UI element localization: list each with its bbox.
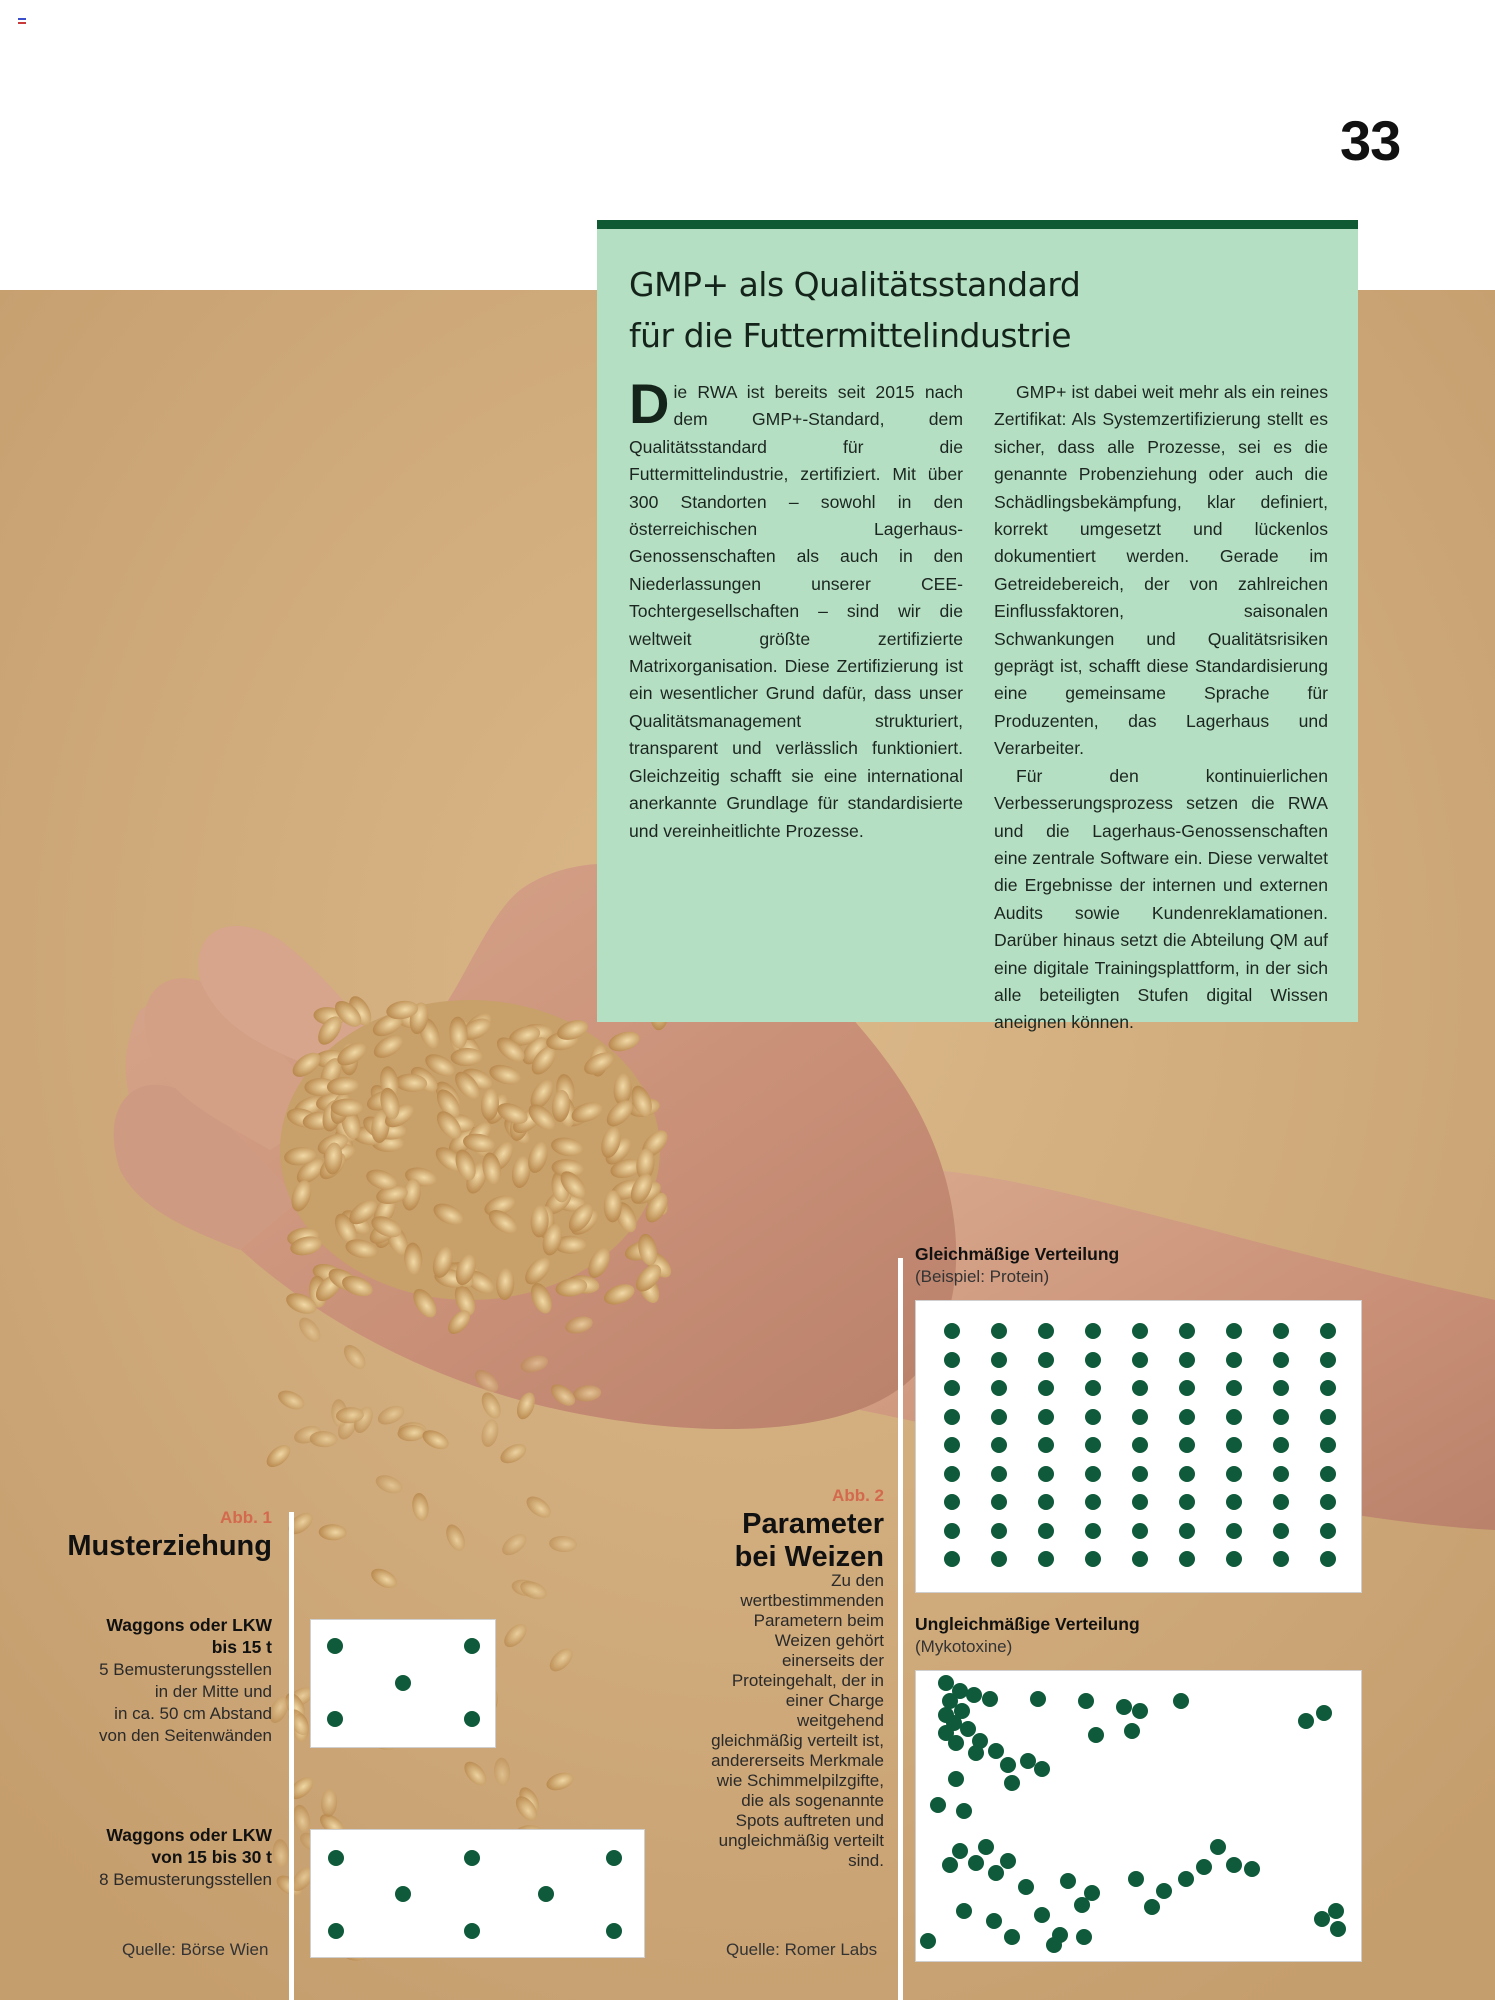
col1-text: ie RWA ist bereits seit 2015 nach dem GMP+-Standard, dem Qualitätsstandard für die Futtermittelindustrie, zertifiziert. Mit über 300 Standorten – sowohl in den österreichischen Lagerhaus-Genossenschaften als auch in den Niederlassungen unserer CEE-Tochtergesellschaften – sind wir die weltweit größte zertifizierte Matrixorganisation. Diese Zertifizierung ist ein wesentlicher Grund dafür, dass unser Qualitätsmanagement strukturiert, transparent und verlässlich funktioniert. Gleichzeitig schafft sie eine international anerkannte Grundlage für standardisierte und vereinheitlichte Prozesse. [629, 382, 963, 841]
distribution-point [1273, 1494, 1289, 1510]
abb2-desc-line: die als sogenannte [741, 1791, 884, 1810]
abb2-label: Abb. 2 [832, 1486, 884, 1505]
distribution-point [1330, 1921, 1346, 1937]
abb2-desc-line: Spots auftreten und [735, 1811, 884, 1830]
abb1-label: Abb. 1 [220, 1508, 272, 1527]
distribution-point [1298, 1713, 1314, 1729]
abb2-source: Quelle: Romer Labs [726, 1940, 878, 1959]
info-column-2 [994, 379, 1328, 1037]
distribution-point [1085, 1466, 1101, 1482]
distribution-point [1273, 1323, 1289, 1339]
distribution-point [1320, 1551, 1336, 1567]
distribution-point [991, 1466, 1007, 1482]
case1-title [40, 1614, 272, 1658]
sample-point [327, 1638, 343, 1654]
abb2-desc-line: gleichmäßig verteilt ist, [711, 1731, 884, 1750]
distribution-point [944, 1352, 960, 1368]
distribution-point [1085, 1380, 1101, 1396]
abb2-desc-line: andererseits Merkmale [711, 1751, 884, 1770]
distribution-point [1226, 1857, 1242, 1873]
abb2-description [650, 1571, 884, 1871]
case2-title-line2: von 15 bis 30 t [151, 1847, 272, 1867]
distribution-point [1320, 1437, 1336, 1453]
distribution-point [1124, 1723, 1140, 1739]
abb1-divider [289, 1512, 294, 2000]
abb2-desc-line: Parametern beim [753, 1611, 884, 1630]
distribution-point [1320, 1523, 1336, 1539]
distribution-point [1244, 1861, 1260, 1877]
distribution-point [1320, 1323, 1336, 1339]
distribution-point [1085, 1437, 1101, 1453]
distribution-point [956, 1803, 972, 1819]
sample-point [464, 1923, 480, 1939]
distribution-point [1226, 1352, 1242, 1368]
distribution-point [968, 1855, 984, 1871]
distribution-point [1178, 1871, 1194, 1887]
distribution-point [944, 1409, 960, 1425]
distribution-point [1132, 1323, 1148, 1339]
sample-point [328, 1850, 344, 1866]
distribution-point [1004, 1929, 1020, 1945]
distribution-point [1179, 1437, 1195, 1453]
uniform-title: Gleichmäßige Verteilung [915, 1244, 1120, 1264]
distribution-point [1226, 1466, 1242, 1482]
info-title [629, 259, 1329, 361]
dropcap: D [629, 372, 670, 435]
distribution-point [944, 1437, 960, 1453]
distribution-point [920, 1933, 936, 1949]
col2-paragraph-2: Für den kontinuierlichen Verbesserungsprozess setzen die RWA und die Lagerhaus-Genossenschaften eine zentrale Software ein. Diese verwaltet die Ergebnisse der internen und externen Audits sowie Kundenreklamationen. Darüber hinaus setzt die Abteilung QM auf eine digitale Trainingsplattform, in der sich alle beteiligten Stufen digital Wissen aneignen können. [994, 765, 1328, 1033]
distribution-point [1038, 1352, 1054, 1368]
print-mark [18, 18, 26, 24]
distribution-point [1076, 1929, 1092, 1945]
abb2-divider [898, 1258, 903, 2000]
distribution-point [982, 1691, 998, 1707]
distribution-point [991, 1409, 1007, 1425]
abb2-desc-line: Weizen gehört [774, 1631, 884, 1650]
uneven-subtitle: (Mykotoxine) [915, 1637, 1013, 1656]
abb2-desc-line: ungleichmäßig verteilt [718, 1831, 884, 1850]
info-title-line1: GMP+ als Qualitätsstandard [629, 265, 1081, 304]
distribution-point [1132, 1551, 1148, 1567]
distribution-point [944, 1494, 960, 1510]
distribution-point [1116, 1699, 1132, 1715]
distribution-point [1273, 1352, 1289, 1368]
case1-desc-line1: 5 Bemusterungsstellen [99, 1660, 272, 1679]
sample-point [606, 1850, 622, 1866]
distribution-point [1060, 1873, 1076, 1889]
distribution-point [1226, 1551, 1242, 1567]
distribution-point [1038, 1380, 1054, 1396]
distribution-point [991, 1352, 1007, 1368]
distribution-point [1132, 1523, 1148, 1539]
distribution-point [1273, 1551, 1289, 1567]
distribution-point [991, 1551, 1007, 1567]
distribution-point [1179, 1466, 1195, 1482]
distribution-point [991, 1437, 1007, 1453]
distribution-point [1273, 1466, 1289, 1482]
abb2-title-line1: Parameter [742, 1508, 884, 1540]
sample-point [606, 1923, 622, 1939]
distribution-point [942, 1857, 958, 1873]
distribution-point [1226, 1380, 1242, 1396]
distribution-point [1038, 1323, 1054, 1339]
distribution-point [1038, 1466, 1054, 1482]
distribution-point [1085, 1352, 1101, 1368]
abb2-title [660, 1508, 884, 1574]
distribution-point [1088, 1727, 1104, 1743]
distribution-point [968, 1745, 984, 1761]
distribution-point [1034, 1761, 1050, 1777]
info-column-1 [629, 372, 963, 845]
case1-description [40, 1659, 272, 1747]
distribution-point [1179, 1352, 1195, 1368]
distribution-point [1132, 1437, 1148, 1453]
col2-paragraph-1: GMP+ ist dabei weit mehr als ein reines Zertifikat: Als Systemzertifizierung stellt es sicher, dass alle Prozesse, sei es die genannte Probenziehung oder auch die Schädlingsbekämpfung, klar definiert, korrekt umgesetzt und lückenlos dokumentiert werden. Gerade im Getreidebereich, der von zahlreichen Einflussfaktoren, saisonalen Schwankungen und Qualitätsrisiken geprägt ist, schafft diese Standardisierung eine gemeinsame Sprache für Produzenten, das Lagerhaus und Verarbeiter. [994, 382, 1328, 759]
sample-point [538, 1886, 554, 1902]
distribution-point [1132, 1466, 1148, 1482]
abb2-desc-line: wie Schimmelpilzgifte, [716, 1771, 884, 1790]
distribution-point [1132, 1380, 1148, 1396]
case2-description: 8 Bemusterungsstellen [99, 1870, 272, 1889]
distribution-point [1179, 1494, 1195, 1510]
case1-desc-line4: von den Seitenwänden [99, 1726, 272, 1745]
distribution-point [1030, 1691, 1046, 1707]
distribution-point [1038, 1409, 1054, 1425]
case1-title-line2: bis 15 t [211, 1637, 272, 1657]
distribution-point [1210, 1839, 1226, 1855]
distribution-point [1320, 1352, 1336, 1368]
uneven-title: Ungleichmäßige Verteilung [915, 1614, 1140, 1634]
distribution-point [1316, 1705, 1332, 1721]
distribution-point [1226, 1437, 1242, 1453]
distribution-point [1273, 1380, 1289, 1396]
abb1-source: Quelle: Börse Wien [122, 1940, 269, 1959]
distribution-point [991, 1380, 1007, 1396]
distribution-point [991, 1494, 1007, 1510]
sample-point [395, 1675, 411, 1691]
distribution-point [988, 1865, 1004, 1881]
distribution-point [1173, 1693, 1189, 1709]
distribution-point [1000, 1853, 1016, 1869]
abb1-title: Musterziehung [67, 1530, 272, 1562]
distribution-point [1085, 1523, 1101, 1539]
distribution-point [1046, 1937, 1062, 1953]
sample-point [464, 1711, 480, 1727]
distribution-point [991, 1523, 1007, 1539]
distribution-point [1320, 1494, 1336, 1510]
distribution-point [1085, 1551, 1101, 1567]
abb2-desc-line: sind. [848, 1851, 884, 1870]
distribution-point [1004, 1775, 1020, 1791]
sample-point [464, 1850, 480, 1866]
distribution-point [1132, 1409, 1148, 1425]
page-number: 33 [1340, 109, 1401, 172]
case2-title [40, 1824, 272, 1868]
case1-desc-line2: in der Mitte und [154, 1682, 272, 1701]
distribution-point [944, 1323, 960, 1339]
distribution-point [1018, 1879, 1034, 1895]
distribution-point [1179, 1409, 1195, 1425]
distribution-point [1085, 1409, 1101, 1425]
case2-title-line1: Waggons oder LKW [106, 1825, 272, 1845]
abb2-title-line2: bei Weizen [734, 1541, 884, 1573]
case1-title-line1: Waggons oder LKW [106, 1615, 272, 1635]
distribution-point [944, 1523, 960, 1539]
distribution-point [1128, 1871, 1144, 1887]
abb2-desc-line: weitgehend [797, 1711, 884, 1730]
sample-diagram-small [310, 1619, 496, 1748]
distribution-point [1084, 1885, 1100, 1901]
distribution-point [1273, 1437, 1289, 1453]
distribution-point [948, 1771, 964, 1787]
distribution-point [956, 1903, 972, 1919]
abb2-desc-line: einer Charge [785, 1691, 884, 1710]
distribution-point [991, 1323, 1007, 1339]
sample-point [327, 1711, 343, 1727]
distribution-point [1226, 1409, 1242, 1425]
distribution-point [1034, 1907, 1050, 1923]
sample-point [328, 1923, 344, 1939]
distribution-point [1273, 1409, 1289, 1425]
abb2-desc-line: Proteingehalt, der in [731, 1671, 884, 1690]
abb2-desc-line: Zu den [831, 1571, 884, 1590]
distribution-point [1132, 1703, 1148, 1719]
distribution-point [1179, 1323, 1195, 1339]
distribution-point [1226, 1523, 1242, 1539]
distribution-point [1078, 1693, 1094, 1709]
distribution-point [1038, 1523, 1054, 1539]
distribution-point [1320, 1409, 1336, 1425]
uniform-distribution-diagram [915, 1300, 1362, 1593]
distribution-point [1179, 1551, 1195, 1567]
sample-diagram-large [310, 1829, 645, 1958]
gmp-info-box [597, 220, 1358, 1033]
distribution-point [944, 1466, 960, 1482]
distribution-point [944, 1551, 960, 1567]
case1-desc-line3: in ca. 50 cm Abstand [114, 1704, 272, 1723]
abb2-desc-line: wertbestimmenden [740, 1591, 884, 1610]
distribution-point [930, 1797, 946, 1813]
distribution-point [1226, 1494, 1242, 1510]
distribution-point [1132, 1494, 1148, 1510]
distribution-point [938, 1725, 954, 1741]
sample-point [395, 1886, 411, 1902]
distribution-point [1156, 1883, 1172, 1899]
distribution-point [1320, 1466, 1336, 1482]
distribution-point [1226, 1323, 1242, 1339]
distribution-point [1038, 1494, 1054, 1510]
distribution-point [1038, 1437, 1054, 1453]
distribution-point [1085, 1494, 1101, 1510]
distribution-point [1085, 1323, 1101, 1339]
distribution-point [1179, 1380, 1195, 1396]
distribution-point [1196, 1859, 1212, 1875]
uniform-subtitle: (Beispiel: Protein) [915, 1267, 1050, 1286]
distribution-point [1000, 1757, 1016, 1773]
distribution-point [1320, 1380, 1336, 1396]
distribution-point [1132, 1352, 1148, 1368]
distribution-point [986, 1913, 1002, 1929]
sample-point [464, 1638, 480, 1654]
distribution-point [952, 1843, 968, 1859]
distribution-point [1273, 1523, 1289, 1539]
uneven-distribution-diagram [915, 1670, 1362, 1962]
abb2-desc-line: einerseits der [781, 1651, 884, 1670]
distribution-point [944, 1380, 960, 1396]
distribution-point [1179, 1523, 1195, 1539]
distribution-point [1038, 1551, 1054, 1567]
distribution-point [1328, 1903, 1344, 1919]
info-title-line2: für die Futtermittelindustrie [629, 316, 1072, 355]
distribution-point [966, 1687, 982, 1703]
distribution-point [1144, 1899, 1160, 1915]
distribution-point [988, 1743, 1004, 1759]
distribution-point [978, 1839, 994, 1855]
